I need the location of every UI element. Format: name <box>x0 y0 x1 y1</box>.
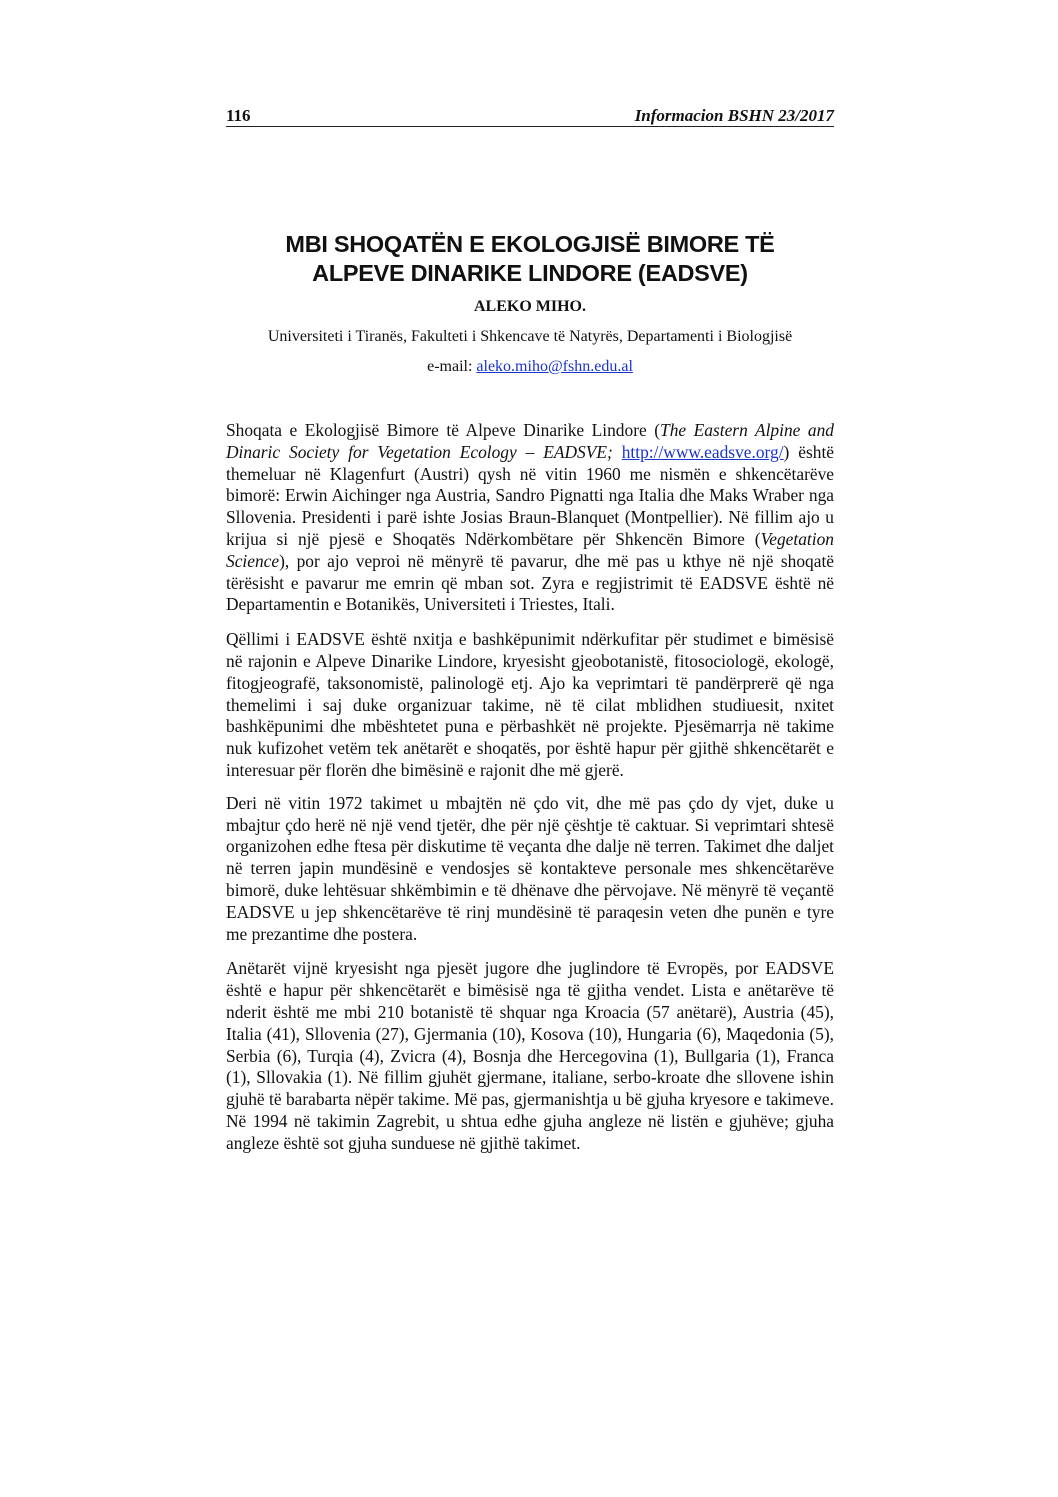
page-header <box>226 102 834 127</box>
page-number: 116 <box>226 106 251 125</box>
author-affiliation: Universiteti i Tiranës, Fakulteti i Shkencave të Natyrës, Departamenti i Biologjisë <box>267 328 793 345</box>
article-title <box>226 230 834 288</box>
journal-title: Informacion BSHN 23/2017 <box>634 106 834 125</box>
author-email <box>226 358 834 376</box>
paragraph-1-part-f: ), por ajo veproi në mënyrë të pavarur, dhe më pas u kthye në një shoqatë tërësisht e pavarur me emrin që mban sot. Zyra e regjistrimit të EADSVE është në Departamentin e Botanikës, Universiteti i Triestes, Itali. <box>226 550 834 615</box>
author-name: ALEKO MIHO. <box>473 298 586 315</box>
paragraph-4: Anëtarët vijnë kryesisht nga pjesët jugore dhe juglindore të Evropës, por EADSVE është e hapur për shkencëtarët e bimësisë nga të gjitha vendet. Lista e anëtarëve të nderit është me mbi 210 botanistë të shquar nga Kroacia (57 anëtarë), Austria (45), Italia (41), Sllovenia (27), Gjermania (10), Kosova (10), Hungaria (6), Maqedonia (5), Serbia (6), Turqia (4), Zvicra (4), Bosnja dhe Hercegovina (1), Bullgaria (1), Franca (1), Sllovakia (1). Në fillim gjuhët gjermane, italiane, serbo-kroate dhe sllovene ishin gjuhë të barabarta nëpër takime. Më pas, gjermanishtja u bë gjuha kryesore e takimeve. Në 1994 në takimin Zagrebit, u shtua edhe gjuha angleze në listën e gjuhëve; gjuha angleze është sot gjuha sunduese në gjithë takimet. <box>226 958 834 1153</box>
paragraph-1-italic-name: The Eastern Alpine and Dinaric Society for Vegetation Ecology – EADSVE; <box>226 420 834 462</box>
title-line-2: ALPEVE DINARIKE LINDORE (EADSVE) <box>312 260 748 286</box>
paragraph-1-space <box>613 442 622 462</box>
paragraph-1-part-d: ) është themeluar në Klagenfurt (Austri) qysh në vitin 1960 me nismën e shkencëtarëve bimorë: Erwin Aichinger nga Austria, Sandro Pignatti nga Italia dhe Maks Wraber nga Sllovenia. Presidenti i parë ishte Josias Braun-Blanquet (Montpellier). Në fillim ajo u krijua si një pjesë e Shoqatës Ndërkombëtare për Shkencën Bimore ( <box>226 441 834 549</box>
email-link[interactable]: aleko.miho@fshn.edu.al <box>476 358 633 375</box>
website-link[interactable]: http://www.eadsve.org/ <box>621 441 784 462</box>
email-label: e-mail: <box>427 358 477 375</box>
paragraph-1-italic-term: Vegetation Science <box>226 528 834 571</box>
article-body <box>226 420 834 1168</box>
paragraph-2: Qëllimi i EADSVE është nxitja e bashkëpunimit ndërkufitar për studimet e bimësisë në rajonin e Alpeve Dinarike Lindore, kryesisht gjeobotanistë, fitosociologë, ekologë, fitogjeografë, taksonomistë, palinologë etj. Ajo ka veprimtari të pandërprerë që nga themelimi i saj duke organizuar takime, në të cilat mblidhen studiuesit, nxitet bashkëpunimi dhe mbështetet puna e përbashkët në projekte. Pjesëmarrja në takime nuk kufizohet vetëm tek anëtarët e shoqatës, por është hapur për gjithë shkencëtarët e interesuar për florën dhe bimësinë e rajonit dhe më gjerë. <box>226 629 834 780</box>
paragraph-3: Deri në vitin 1972 takimet u mbajtën në çdo vit, dhe më pas çdo dy vjet, duke u mbajtur çdo herë në një vend tjetër, dhe për një çështje të caktuar. Si veprimtari shtesë organizohen edhe ftesa për diskutime të veçanta dhe dalje në terren. Takimet dhe daljet në terren japin mundësinë e vendosjes së kontakteve personale mes shkencëtarëve bimorë, duke lehtësuar shkëmbimin e të dhënave dhe përvojave. Në mënyrë të veçantë EADSVE u jep shkencëtarëve të rinj mundësinë të paraqesin veten dhe punën e tyre me prezantime dhe postera. <box>226 792 834 944</box>
paragraph-1 <box>226 420 834 616</box>
paragraph-1-part-a: Shoqata e Ekologjisë Bimore të Alpeve Dinarike Lindore ( <box>226 420 661 440</box>
title-line-1: MBI SHOQATËN E EKOLOGJISË BIMORE TË <box>285 231 775 257</box>
